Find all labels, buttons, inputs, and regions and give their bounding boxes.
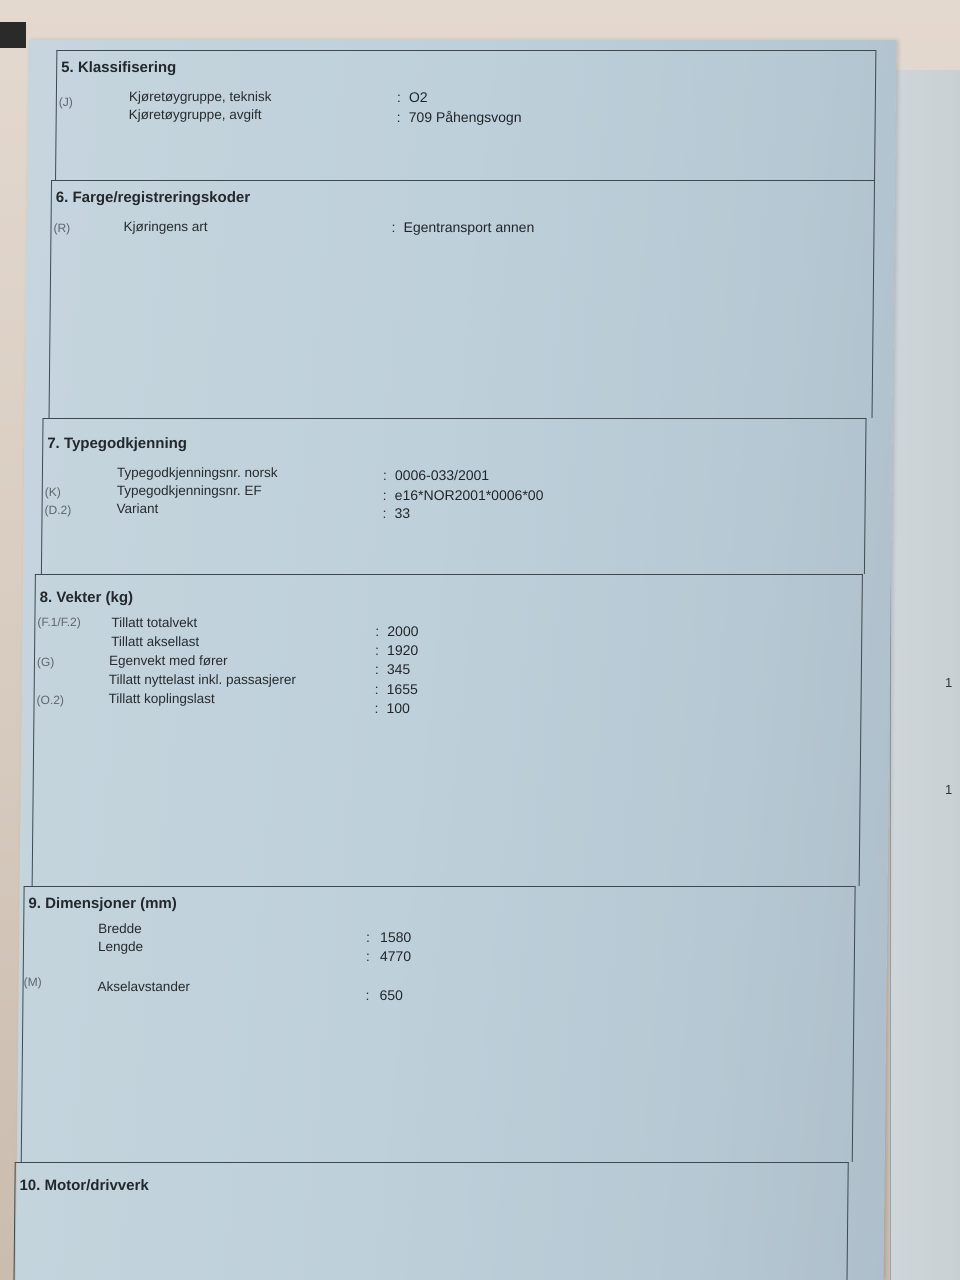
section-title: 8. Vekter (kg) [39, 589, 134, 606]
section-title: 6. Farge/registreringskoder [55, 189, 251, 206]
document-page [16, 40, 897, 1280]
section-title: 7. Typegodkjenning [47, 435, 188, 452]
field-separator: : [375, 642, 380, 658]
field-code: (J) [58, 95, 73, 109]
adjacent-page-mark: 1 [945, 675, 953, 690]
field-label: Kjøretøygruppe, teknisk [128, 89, 272, 104]
field-code: (G) [36, 655, 55, 669]
section-typegodkjenning [41, 418, 867, 574]
field-label: Kjøringens art [123, 219, 208, 234]
section-klassifisering [55, 50, 876, 180]
field-value: 1655 [386, 681, 418, 697]
field-value: e16*NOR2001*0006*00 [394, 487, 544, 503]
field-label: Bredde [98, 921, 142, 936]
section-motor-drivverk [14, 1162, 849, 1280]
field-separator: : [365, 948, 370, 964]
field-code: (D.2) [44, 503, 72, 517]
field-code: (O.2) [36, 693, 64, 707]
field-label: Kjøretøygruppe, avgift [128, 107, 262, 122]
field-separator: : [365, 987, 370, 1003]
field-label: Typegodkjenningsnr. EF [116, 483, 262, 498]
field-label: Lengde [97, 939, 144, 954]
field-separator: : [396, 89, 401, 105]
field-value: 100 [386, 700, 410, 716]
field-separator: : [366, 929, 371, 945]
field-value: O2 [408, 89, 428, 105]
field-value: 0006-033/2001 [394, 467, 490, 483]
section-title: 9. Dimensjoner (mm) [28, 895, 177, 912]
field-value: 4770 [379, 948, 412, 964]
field-value: 345 [386, 661, 411, 677]
field-label: Tillatt koplingslast [108, 691, 215, 706]
field-separator: : [375, 623, 380, 639]
field-code: (K) [44, 485, 61, 499]
field-label: Akselavstander [97, 979, 190, 994]
field-separator: : [374, 661, 379, 677]
field-value: 33 [394, 505, 411, 521]
field-separator: : [382, 467, 387, 483]
adjacent-page-mark: 1 [945, 782, 953, 797]
field-separator: : [374, 700, 379, 716]
section-vekter [32, 574, 863, 886]
section-farge-registreringskoder [49, 180, 875, 418]
field-value: 1920 [387, 642, 419, 658]
field-separator: : [396, 109, 401, 125]
field-code: (F.1/F.2) [37, 615, 81, 629]
field-label: Variant [116, 501, 159, 516]
field-separator: : [391, 219, 396, 235]
field-separator: : [374, 681, 379, 697]
field-code: (R) [53, 221, 71, 235]
section-title: 10. Motor/drivverk [19, 1177, 149, 1194]
field-value: 1580 [380, 929, 412, 945]
field-value: 2000 [387, 623, 419, 639]
field-label: Tillatt nyttelast inkl. passasjerer [108, 672, 296, 687]
section-title: 5. Klassifisering [61, 59, 177, 76]
field-separator: : [382, 505, 387, 521]
field-label: Typegodkjenningsnr. norsk [116, 465, 278, 480]
field-label: Tillatt aksellast [111, 634, 200, 649]
field-value: 709 Påhengsvogn [408, 109, 522, 125]
field-label: Tillatt totalvekt [111, 615, 198, 630]
field-separator: : [382, 487, 387, 503]
corner-mark [0, 22, 26, 48]
field-label: Egenvekt med fører [108, 653, 228, 668]
section-dimensjoner [21, 886, 856, 1162]
field-code: (M) [23, 975, 42, 989]
field-value: 650 [379, 987, 403, 1003]
adjacent-page [890, 70, 960, 1280]
field-value: Egentransport annen [403, 219, 535, 235]
